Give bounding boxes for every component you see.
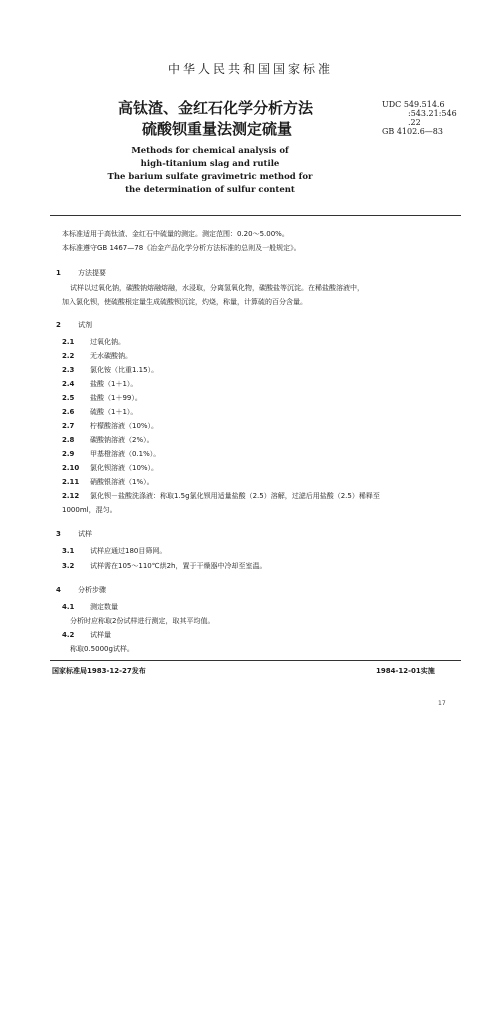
section-number: 3 [56,530,61,538]
list-item: 2.11 硝酸银溶液（1%）。 [62,478,154,486]
intro-line-2: 本标准遵守GB 1467—78《冶金产品化学分析方法标准的总则及一般规定》。 [62,244,301,252]
list-item: 2.7 柠檬酸溶液（10%）。 [62,422,159,430]
section-3-heading [56,529,92,539]
effective-date: 1984-12-01实施 [376,667,435,675]
section-number: 2 [56,321,61,329]
list-item: 3.2 试样需在105～110℃烘2h，置于干燥器中冷却至室温。 [62,562,267,570]
english-title-line-3: The barium sulfate gravimetric method for [107,172,313,182]
subsection-4-1: 4.1 测定数量 [62,603,118,611]
udc-line-3: .22 [408,118,421,127]
subsection-4-2-text: 称取0.5000g试样。 [70,645,134,653]
list-item: 2.10 氯化钡溶液（10%）。 [62,464,159,472]
subsection-4-2: 4.2 试样量 [62,631,111,639]
list-item: 2.3 氯化铵（比重1.15）。 [62,366,159,374]
udc-block [382,100,457,136]
section-title: 方法提要 [78,269,106,277]
english-title-line-2: high-titanium slag and rutile [140,159,280,169]
list-item: 2.4 盐酸（1＋1）。 [62,380,138,388]
gb-number: GB 4102.6—83 [382,127,443,136]
section-title: 分析步骤 [78,586,106,594]
section-1-text-1: 试样以过氧化钠，碳酸钠熔融熔融，水浸取，分离氢氧化物，碳酸盐等沉淀。在稀盐酸溶液中， [70,284,364,292]
standard-header: 中华人民共和国国家标准 [167,62,333,76]
intro-line-1: 本标准适用于高钛渣、金红石中硫量的测定。测定范围：0.20～5.00%。 [62,230,289,238]
list-item: 2.8 碳酸钠溶液（2%）。 [62,436,154,444]
issue-date: 国家标准局1983-12-27发布 [52,667,146,675]
title-line-1: 高钛渣、金红石化学分析方法 [118,99,314,117]
section-1-text-2: 加入氯化钡，使硫酸根定量生成硫酸钡沉淀，灼烧，称量，计算硫的百分含量。 [62,298,307,306]
list-item: 2.12 氯化钡－盐酸洗涤液：称取1.5g氯化钡用适量盐酸（2.5）溶解，过滤后用盐酸（2.5）稀释至 [62,492,380,500]
section-1-heading [56,268,106,278]
list-item: 2.1 过氧化钠。 [62,338,125,346]
english-title-line-4: the determination of sulfur content [125,185,295,195]
subsection-4-1-text: 分析时应称取2份试样进行测定，取其平均值。 [70,617,215,625]
section-2-heading [56,320,92,330]
bottom-rule [50,660,461,661]
section-number: 4 [56,586,61,594]
list-item: 2.2 无水碳酸钠。 [62,352,132,360]
english-title-line-1: Methods for chemical analysis of [131,146,289,156]
list-item: 2.9 甲基橙溶液（0.1%）。 [62,450,161,458]
udc-line-2: :543.21:546 [408,109,457,118]
list-item: 2.6 硫酸（1＋1）。 [62,408,138,416]
section-4-heading [56,585,106,595]
top-rule [50,215,461,216]
page-number: 17 [438,700,446,707]
section-number: 1 [56,269,61,277]
list-item: 3.1 试样应通过180目筛网。 [62,547,167,555]
title-line-2: 硫酸钡重量法测定硫量 [142,120,293,138]
reagent-12-continuation: 1000ml，混匀。 [62,506,117,514]
list-item: 2.5 盐酸（1＋99）。 [62,394,142,402]
udc-line-1: UDC 549.514.6 [382,100,445,109]
section-title: 试剂 [78,321,92,329]
section-title: 试样 [78,530,92,538]
